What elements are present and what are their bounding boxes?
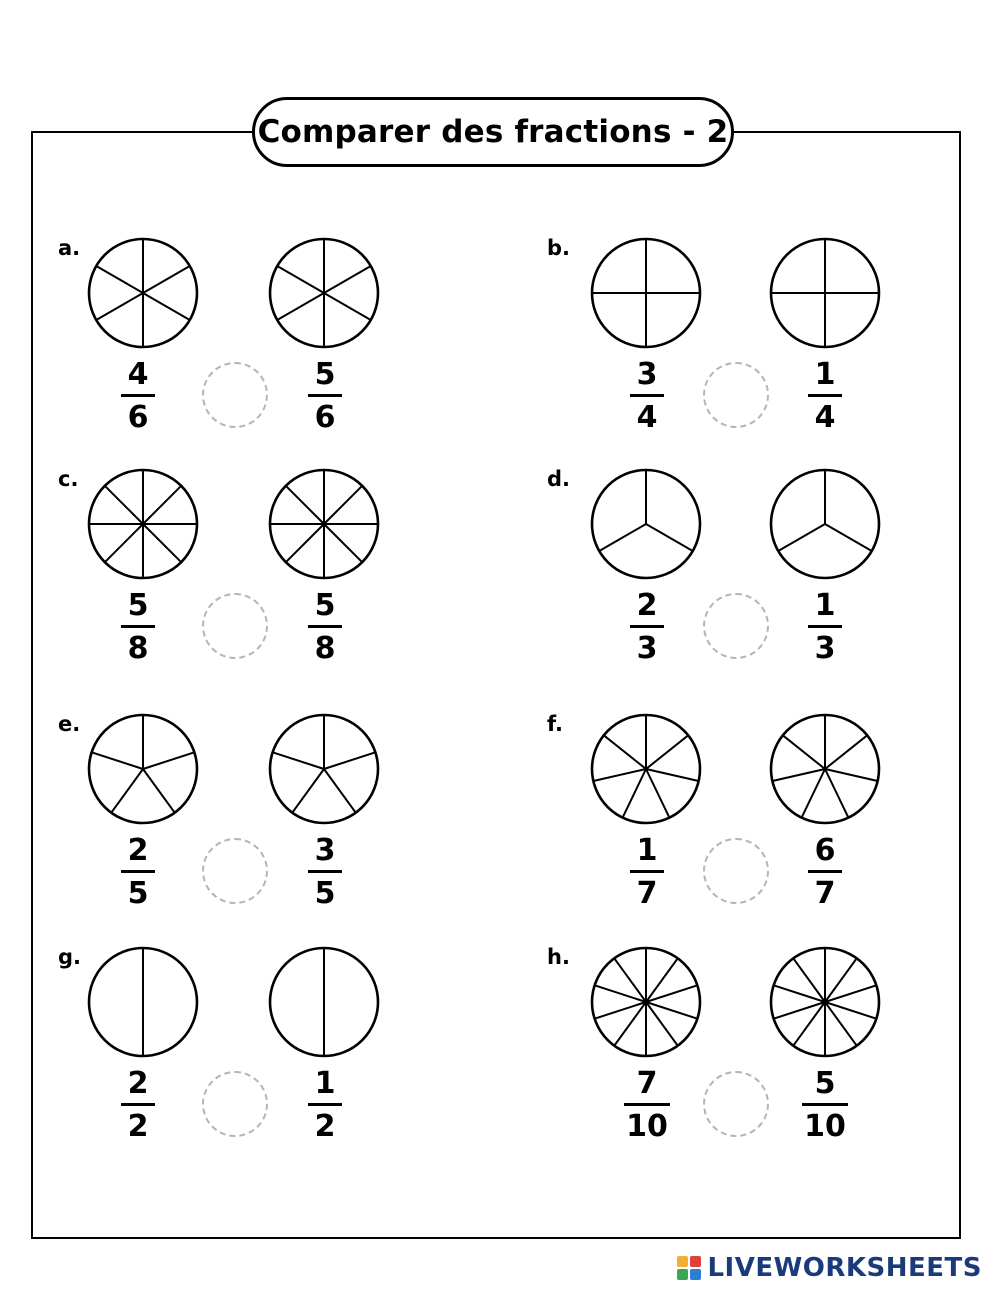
numerator: 1 bbox=[814, 588, 836, 623]
fraction-right bbox=[795, 589, 855, 666]
pie-divider bbox=[105, 486, 143, 524]
denominator: 3 bbox=[636, 631, 658, 666]
pie-divider bbox=[273, 752, 324, 769]
fraction-bar bbox=[630, 394, 664, 397]
fraction-bar bbox=[121, 1103, 155, 1106]
pie-divider bbox=[595, 985, 646, 1002]
pie-left bbox=[589, 712, 703, 826]
problem-label: f. bbox=[547, 712, 563, 736]
pie-divider bbox=[324, 266, 371, 293]
pie-divider bbox=[793, 958, 825, 1002]
fraction-right bbox=[295, 1067, 355, 1144]
pie-divider bbox=[825, 1002, 857, 1046]
numerator: 1 bbox=[636, 833, 658, 868]
denominator: 6 bbox=[127, 400, 149, 435]
fraction-bar bbox=[624, 1103, 670, 1106]
pie-divider bbox=[96, 266, 143, 293]
pie-divider bbox=[793, 1002, 825, 1046]
pie-left bbox=[589, 945, 703, 1059]
pie-right bbox=[768, 236, 882, 350]
pie-divider bbox=[623, 769, 646, 818]
denominator: 10 bbox=[626, 1109, 668, 1144]
pie-divider bbox=[599, 524, 646, 551]
denominator: 10 bbox=[804, 1109, 846, 1144]
pie-divider bbox=[825, 769, 848, 818]
problem-label: d. bbox=[547, 467, 571, 491]
pie-divider bbox=[646, 958, 678, 1002]
fraction-left bbox=[108, 589, 168, 666]
fraction-bar bbox=[630, 870, 664, 873]
fraction-left bbox=[617, 589, 677, 666]
denominator: 7 bbox=[814, 876, 836, 911]
pie-right bbox=[768, 467, 882, 581]
pie-right bbox=[267, 236, 381, 350]
denominator: 4 bbox=[814, 400, 836, 435]
numerator: 1 bbox=[814, 357, 836, 392]
pie-divider bbox=[277, 293, 324, 320]
comparison-answer-field[interactable] bbox=[202, 838, 268, 904]
pie-divider bbox=[646, 1002, 678, 1046]
pie-left bbox=[86, 712, 200, 826]
pie-divider bbox=[143, 752, 194, 769]
comparison-answer-field[interactable] bbox=[703, 1071, 769, 1137]
fraction-bar bbox=[808, 870, 842, 873]
fraction-right bbox=[795, 1067, 855, 1144]
denominator: 8 bbox=[127, 631, 149, 666]
pie-divider bbox=[774, 1002, 825, 1019]
fraction-left bbox=[617, 1067, 677, 1144]
fraction-bar bbox=[121, 625, 155, 628]
fraction-right bbox=[295, 834, 355, 911]
pie-divider bbox=[646, 1002, 697, 1019]
denominator: 2 bbox=[127, 1109, 149, 1144]
pie-divider bbox=[111, 769, 143, 813]
pie-divider bbox=[774, 985, 825, 1002]
problem-label: e. bbox=[58, 712, 81, 736]
numerator: 2 bbox=[636, 588, 658, 623]
pie-divider bbox=[277, 266, 324, 293]
pie-divider bbox=[292, 769, 324, 813]
numerator: 3 bbox=[636, 357, 658, 392]
pie-divider bbox=[825, 985, 876, 1002]
fraction-right bbox=[295, 589, 355, 666]
comparison-answer-field[interactable] bbox=[703, 593, 769, 659]
pie-divider bbox=[825, 958, 857, 1002]
footer-brand: LIVEWORKSHEETS bbox=[707, 1253, 982, 1283]
denominator: 7 bbox=[636, 876, 658, 911]
numerator: 2 bbox=[127, 833, 149, 868]
pie-divider bbox=[646, 769, 699, 781]
comparison-answer-field[interactable] bbox=[202, 362, 268, 428]
pie-divider bbox=[143, 293, 190, 320]
pie-divider bbox=[96, 293, 143, 320]
problem-label: c. bbox=[58, 467, 79, 491]
pie-right bbox=[267, 712, 381, 826]
footer-logo bbox=[677, 1253, 982, 1283]
problem-label: h. bbox=[547, 945, 570, 969]
pie-divider bbox=[614, 958, 646, 1002]
pie-right bbox=[267, 945, 381, 1059]
pie-left bbox=[86, 467, 200, 581]
denominator: 6 bbox=[314, 400, 336, 435]
denominator: 8 bbox=[314, 631, 336, 666]
numerator: 2 bbox=[127, 1066, 149, 1101]
numerator: 5 bbox=[314, 588, 336, 623]
fraction-bar bbox=[630, 625, 664, 628]
denominator: 4 bbox=[636, 400, 658, 435]
fraction-bar bbox=[802, 1103, 848, 1106]
pie-right bbox=[768, 712, 882, 826]
numerator: 7 bbox=[636, 1066, 658, 1101]
liveworksheets-logo-icon bbox=[677, 1256, 701, 1280]
pie-left bbox=[86, 236, 200, 350]
fraction-bar bbox=[308, 1103, 342, 1106]
numerator: 5 bbox=[814, 1066, 836, 1101]
fraction-right bbox=[795, 358, 855, 435]
fraction-bar bbox=[121, 870, 155, 873]
pie-divider bbox=[825, 735, 867, 769]
comparison-answer-field[interactable] bbox=[202, 593, 268, 659]
numerator: 5 bbox=[127, 588, 149, 623]
denominator: 2 bbox=[314, 1109, 336, 1144]
fraction-left bbox=[108, 834, 168, 911]
fraction-right bbox=[295, 358, 355, 435]
fraction-bar bbox=[308, 625, 342, 628]
page-title: Comparer des fractions - 2 bbox=[257, 114, 729, 150]
comparison-answer-field[interactable] bbox=[703, 362, 769, 428]
fraction-left bbox=[617, 834, 677, 911]
pie-left bbox=[589, 236, 703, 350]
fraction-bar bbox=[308, 870, 342, 873]
pie-divider bbox=[646, 524, 693, 551]
pie-divider bbox=[604, 735, 646, 769]
problem-label: a. bbox=[58, 236, 81, 260]
pie-divider bbox=[143, 266, 190, 293]
pie-divider bbox=[324, 769, 356, 813]
pie-divider bbox=[324, 524, 362, 562]
pie-divider bbox=[595, 1002, 646, 1019]
fraction-bar bbox=[808, 625, 842, 628]
numerator: 4 bbox=[127, 357, 149, 392]
pie-divider bbox=[646, 735, 688, 769]
pie-left bbox=[589, 467, 703, 581]
pie-divider bbox=[105, 524, 143, 562]
pie-left bbox=[86, 945, 200, 1059]
problem-label: g. bbox=[58, 945, 82, 969]
numerator: 6 bbox=[814, 833, 836, 868]
pie-divider bbox=[772, 769, 825, 781]
pie-divider bbox=[286, 524, 324, 562]
pie-divider bbox=[324, 486, 362, 524]
numerator: 3 bbox=[314, 833, 336, 868]
pie-divider bbox=[802, 769, 825, 818]
pie-divider bbox=[646, 769, 669, 818]
pie-divider bbox=[825, 769, 878, 781]
pie-divider bbox=[143, 769, 175, 813]
numerator: 5 bbox=[314, 357, 336, 392]
pie-divider bbox=[783, 735, 825, 769]
pie-divider bbox=[324, 293, 371, 320]
denominator: 5 bbox=[127, 876, 149, 911]
pie-divider bbox=[286, 486, 324, 524]
title-banner bbox=[252, 97, 734, 167]
numerator: 1 bbox=[314, 1066, 336, 1101]
pie-divider bbox=[324, 752, 375, 769]
problem-label: b. bbox=[547, 236, 571, 260]
pie-divider bbox=[825, 524, 872, 551]
fraction-right bbox=[795, 834, 855, 911]
denominator: 5 bbox=[314, 876, 336, 911]
pie-divider bbox=[646, 985, 697, 1002]
comparison-answer-field[interactable] bbox=[703, 838, 769, 904]
pie-divider bbox=[778, 524, 825, 551]
denominator: 3 bbox=[814, 631, 836, 666]
fraction-left bbox=[108, 358, 168, 435]
pie-right bbox=[768, 945, 882, 1059]
pie-divider bbox=[593, 769, 646, 781]
pie-divider bbox=[92, 752, 143, 769]
fraction-left bbox=[108, 1067, 168, 1144]
comparison-answer-field[interactable] bbox=[202, 1071, 268, 1137]
fraction-bar bbox=[808, 394, 842, 397]
pie-divider bbox=[825, 1002, 876, 1019]
pie-right bbox=[267, 467, 381, 581]
pie-divider bbox=[614, 1002, 646, 1046]
pie-divider bbox=[143, 524, 181, 562]
fraction-left bbox=[617, 358, 677, 435]
fraction-bar bbox=[121, 394, 155, 397]
fraction-bar bbox=[308, 394, 342, 397]
pie-divider bbox=[143, 486, 181, 524]
